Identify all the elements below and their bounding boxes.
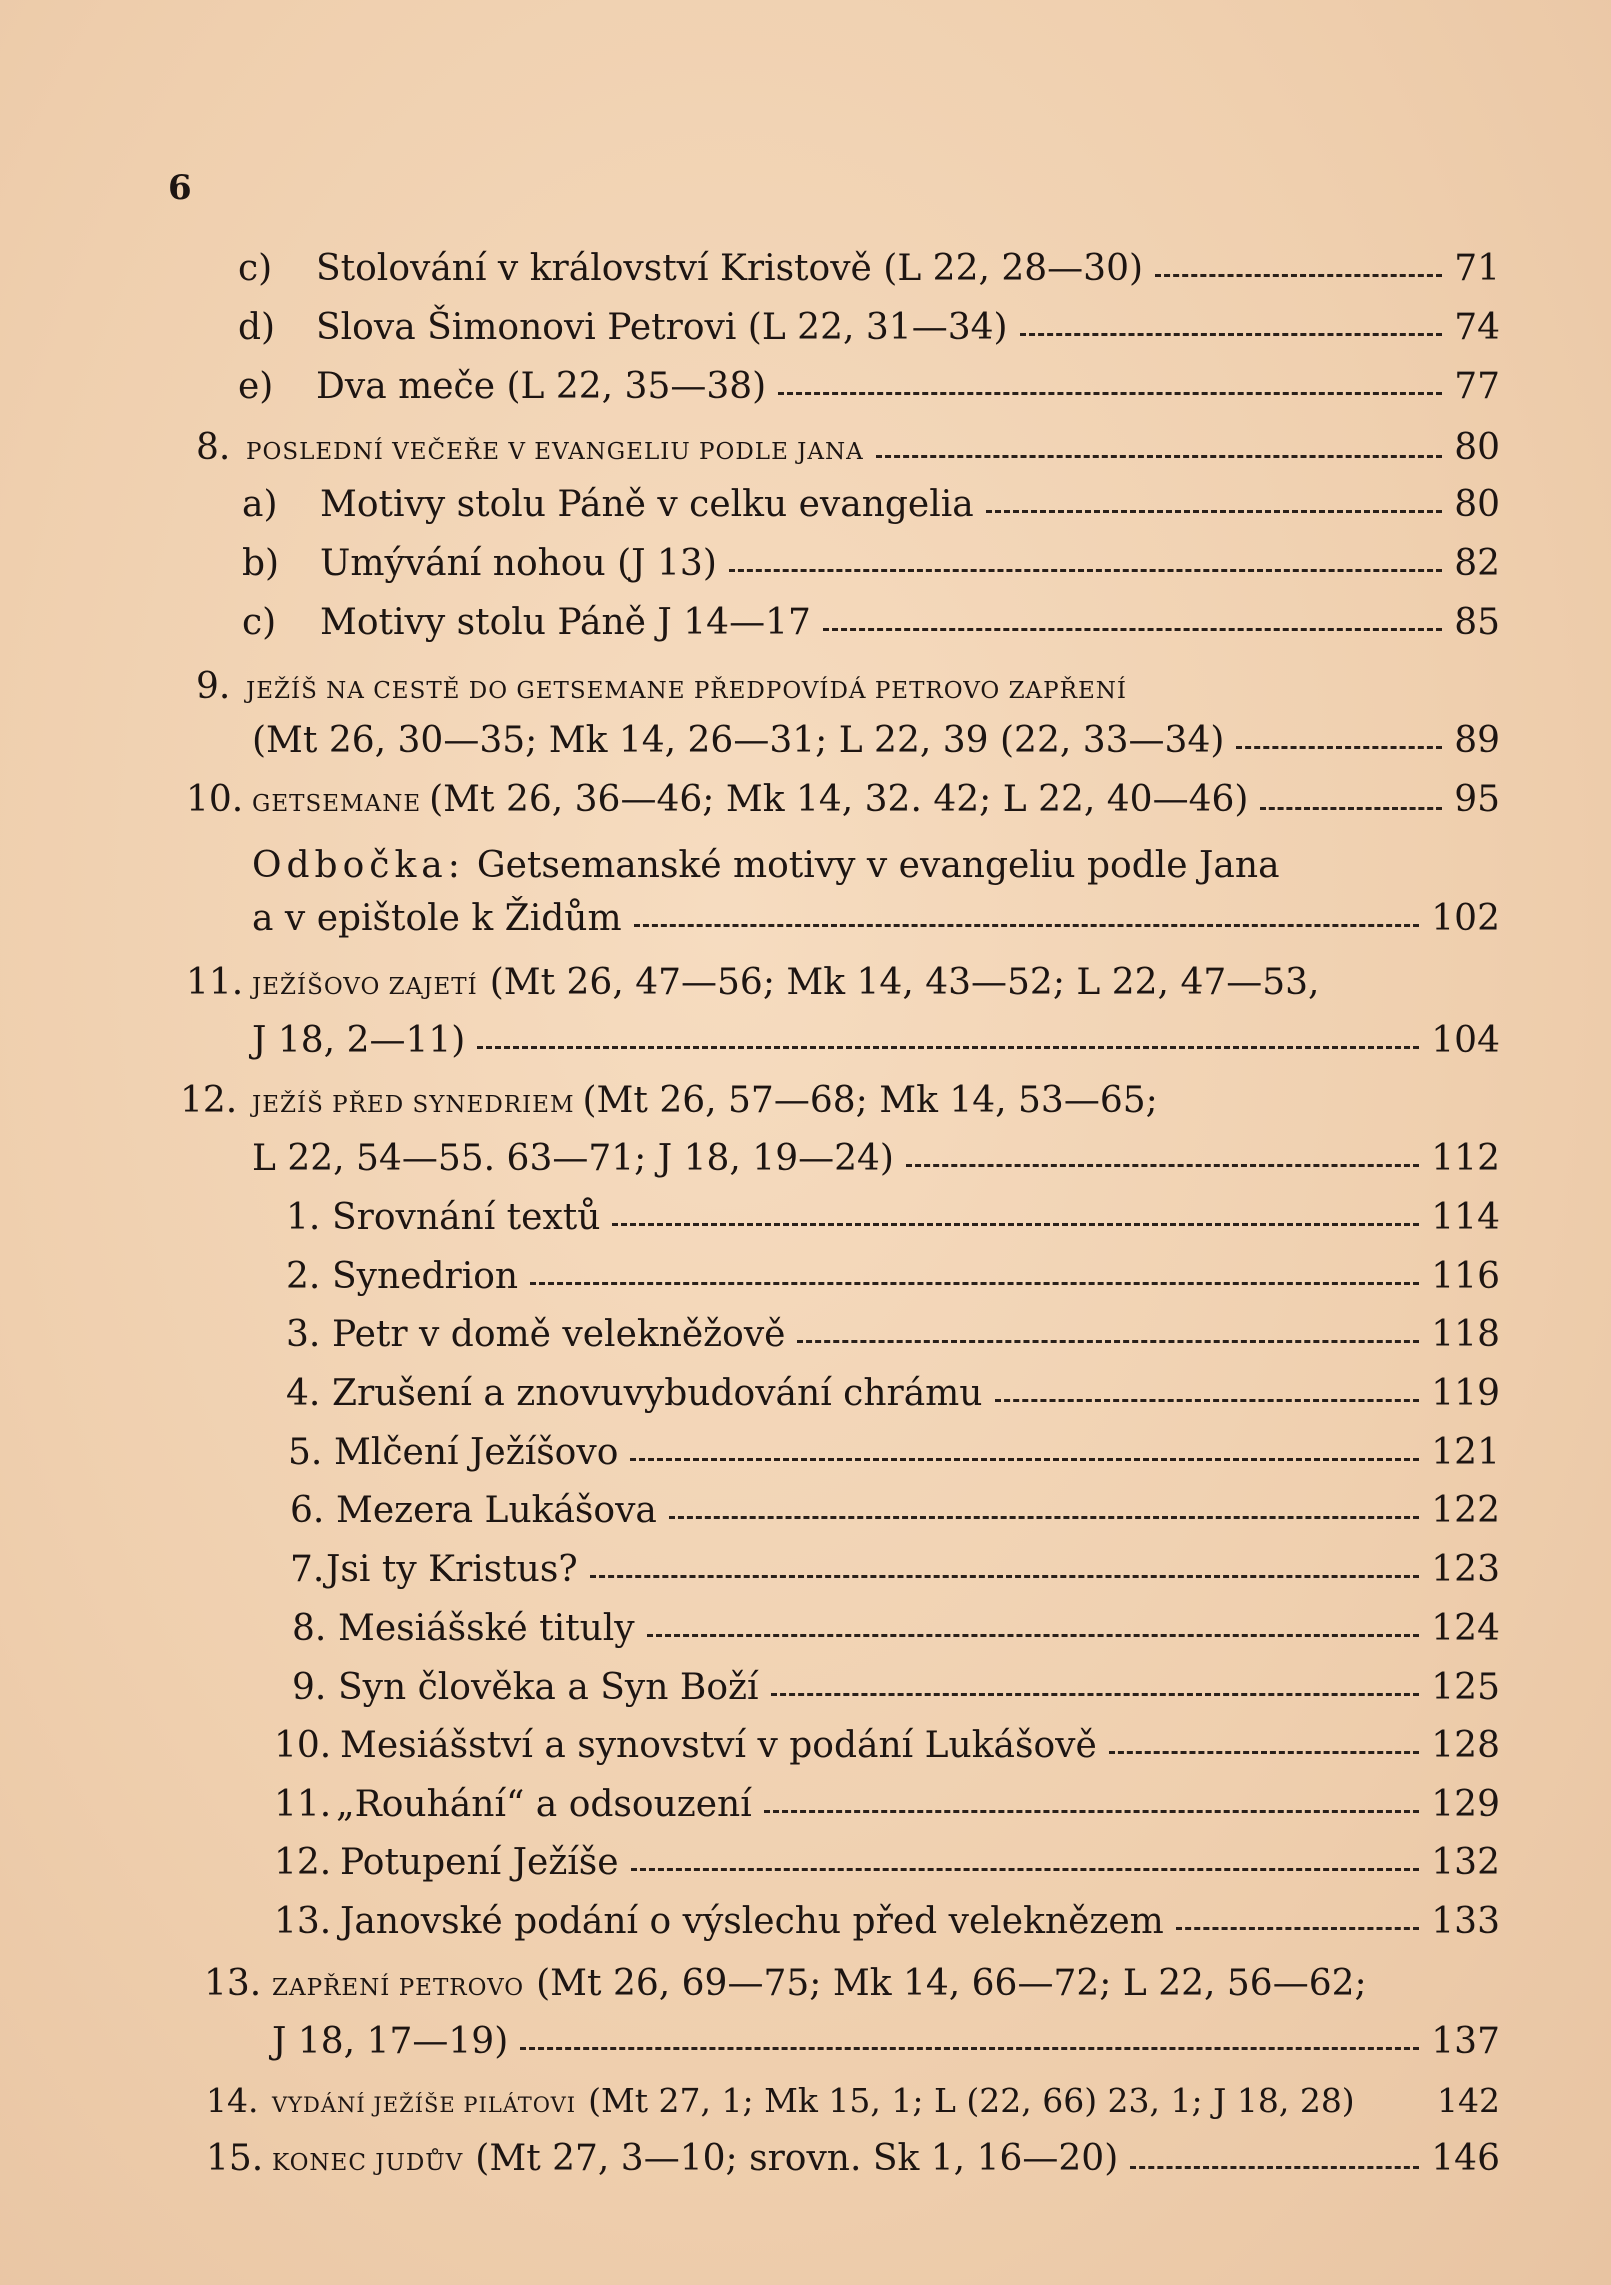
entry-number: 11. (186, 962, 244, 1003)
entry-references: (Mt 26, 36—46; Mk 14, 32. 42; L 22, 40—46) (429, 779, 1249, 820)
entry-page: 124 (1431, 1608, 1500, 1649)
entry-number: 14. (206, 2081, 259, 2120)
entry-title: KONEC JUDŮV (272, 2150, 464, 2176)
entry-page: 80 (1454, 484, 1500, 525)
toc-entry (196, 425, 1500, 475)
dot-leader (823, 628, 1442, 631)
toc-entry (186, 960, 1500, 1010)
entry-number: 7. (290, 1549, 325, 1590)
entry-number: 3. (286, 1314, 321, 1355)
dot-leader (1130, 2166, 1419, 2169)
dot-leader (530, 1282, 1419, 1285)
toc-entry (274, 1782, 1500, 1828)
entry-number: 2. (286, 1256, 321, 1297)
dot-leader (1236, 746, 1442, 749)
toc-entry (206, 2136, 1500, 2186)
entry-references: J 18, 2—11) (252, 1020, 466, 1061)
entry-title: Umývání nohou (J 13) (320, 543, 717, 584)
entry-page: 85 (1454, 602, 1500, 643)
entry-page: 80 (1454, 427, 1500, 468)
toc-entry (242, 541, 1500, 587)
entry-number: e) (238, 366, 274, 407)
entry-title: Zrušení a znovuvybudování chrámu (332, 1373, 983, 1414)
toc-entry (274, 1899, 1500, 1945)
entry-page: 129 (1431, 1784, 1500, 1825)
entry-page: 118 (1431, 1314, 1500, 1355)
dot-leader (634, 924, 1420, 927)
dot-leader (1020, 333, 1443, 336)
entry-page: 104 (1431, 1020, 1500, 1061)
entry-title: Motivy stolu Páně J 14—17 (320, 602, 811, 643)
entry-title: JEŽÍŠ NA CESTĚ DO GETSEMANE PŘEDPOVÍDÁ PETROVO ZAPŘENÍ (246, 678, 1127, 704)
toc-entry (186, 777, 1500, 827)
entry-title: „Rouhání“ a odsouzení (336, 1784, 752, 1825)
entry-title: VYDÁNÍ JEŽÍŠE PILÁTOVI (272, 2093, 577, 2117)
entry-page: 123 (1431, 1549, 1500, 1590)
dot-leader (876, 455, 1442, 458)
entry-number: d) (238, 307, 276, 348)
entry-page: 116 (1431, 1256, 1500, 1297)
entry-page: 114 (1431, 1197, 1500, 1238)
toc-entry (286, 1254, 1500, 1300)
dot-leader (669, 1516, 1419, 1519)
entry-number: c) (242, 602, 277, 643)
dot-leader (995, 1399, 1420, 1402)
dot-leader (1260, 807, 1442, 810)
entry-references: L 22, 54—55. 63—71; J 18, 19—24) (252, 1138, 894, 1179)
entry-title: Mlčení Ježíšovo (334, 1432, 619, 1473)
toc-entry (274, 1723, 1500, 1769)
entry-page: 128 (1431, 1725, 1500, 1766)
entry-references: (Mt 26, 47—56; Mk 14, 43—52; L 22, 47—53, (489, 962, 1320, 1003)
entry-title: Jsi ty Kristus? (326, 1549, 578, 1590)
entry-references: (Mt 27, 1; Mk 15, 1; L (22, 66) 23, 1; J 18, 28) (588, 2081, 1355, 2120)
dot-leader (771, 1693, 1420, 1696)
dot-leader (729, 569, 1442, 572)
toc-entry (238, 305, 1500, 351)
entry-number: 12. (180, 1080, 238, 1121)
toc-entry (292, 1606, 1500, 1652)
dot-leader (520, 2047, 1419, 2050)
toc-entry (292, 1665, 1500, 1711)
dot-leader (477, 1046, 1419, 1049)
toc-entry (180, 1078, 1500, 1128)
entry-number: 11. (274, 1784, 332, 1825)
entry-number: 10. (274, 1725, 332, 1766)
toc-entry (286, 1312, 1500, 1358)
entry-number: 8. (292, 1608, 327, 1649)
entry-title: Motivy stolu Páně v celku evangelia (320, 484, 974, 525)
entry-title: Potupení Ježíše (340, 1842, 619, 1883)
entry-title: Slova Šimonovi Petrovi (L 22, 31—34) (316, 307, 1008, 348)
toc-entry (286, 1371, 1500, 1417)
toc-entry (286, 1195, 1500, 1241)
entry-number: 1. (286, 1197, 321, 1238)
entry-title: Syn člověka a Syn Boží (338, 1667, 759, 1708)
toc-entry-continuation (272, 2019, 1500, 2065)
dot-leader (764, 1810, 1420, 1813)
dot-leader (630, 1458, 1419, 1461)
dot-leader (906, 1164, 1419, 1167)
toc-entry-continuation (252, 718, 1500, 764)
entry-page: 146 (1431, 2138, 1500, 2179)
entry-title: Janovské podání o výslechu před veleknězem (340, 1901, 1164, 1942)
entry-title: GETSEMANE (252, 791, 422, 817)
toc-entry (290, 1488, 1500, 1534)
toc-entry-continuation (252, 896, 1500, 942)
entry-references: (Mt 27, 3—10; srovn. Sk 1, 16—20) (475, 2138, 1119, 2179)
entry-number: 12. (274, 1842, 332, 1883)
page-number: 6 (168, 168, 192, 208)
entry-number: 9. (196, 666, 231, 707)
entry-page: 132 (1431, 1842, 1500, 1883)
entry-number: c) (238, 248, 273, 289)
entry-page: 82 (1454, 543, 1500, 584)
toc-entry-continuation (252, 1018, 1500, 1064)
entry-number: 9. (292, 1667, 327, 1708)
entry-title: Srovnání textů (332, 1197, 601, 1238)
entry-page: 122 (1431, 1490, 1500, 1531)
entry-number: a) (242, 484, 278, 525)
dot-leader (647, 1634, 1420, 1637)
entry-page: 77 (1454, 366, 1500, 407)
entry-page: 137 (1431, 2021, 1500, 2062)
dot-leader (631, 1868, 1420, 1871)
entry-title: ZAPŘENÍ PETROVO (272, 1975, 525, 2001)
toc-entry (206, 2078, 1500, 2128)
dot-leader (1176, 1927, 1420, 1930)
entry-number: 8. (196, 427, 231, 468)
entry-title: a v epištole k Židům (252, 898, 622, 939)
entry-title: Mesiášství a synovství v podání Lukášově (340, 1725, 1097, 1766)
entry-page: 74 (1454, 307, 1500, 348)
entry-number: 13. (274, 1901, 332, 1942)
entry-title: Dva meče (L 22, 35—38) (316, 366, 767, 407)
entry-page: 125 (1431, 1667, 1500, 1708)
entry-page: 89 (1454, 720, 1500, 761)
entry-references: (Mt 26, 30—35; Mk 14, 26—31; L 22, 39 (22, 33—34) (252, 720, 1225, 761)
dot-leader (590, 1575, 1420, 1578)
entry-number: 15. (206, 2138, 264, 2179)
toc-entry (288, 1430, 1500, 1476)
dot-leader (1155, 274, 1442, 277)
toc-entry (238, 246, 1500, 292)
entry-title: Synedrion (332, 1256, 519, 1297)
entry-number: 5. (288, 1432, 323, 1473)
entry-title: Stolování v království Kristově (L 22, 28—30) (316, 248, 1144, 289)
entry-number: 13. (204, 1963, 262, 2004)
entry-page: 121 (1431, 1432, 1500, 1473)
dot-leader (797, 1340, 1419, 1343)
entry-references: J 18, 17—19) (272, 2021, 509, 2062)
entry-number: 4. (286, 1373, 321, 1414)
dot-leader (1109, 1751, 1419, 1754)
entry-page: 119 (1431, 1373, 1500, 1414)
toc-entry (274, 1840, 1500, 1886)
entry-references: (Mt 26, 69—75; Mk 14, 66—72; L 22, 56—62; (536, 1963, 1367, 2004)
entry-title: Mesiášské tituly (338, 1608, 635, 1649)
entry-page: 95 (1454, 779, 1500, 820)
entry-title: POSLEDNÍ VEČEŘE V EVANGELIU PODLE JANA (246, 439, 864, 465)
entry-number: 6. (290, 1490, 325, 1531)
toc-entry-continuation (252, 1136, 1500, 1182)
dot-leader (778, 392, 1442, 395)
toc-entry (204, 1961, 1500, 2011)
toc-entry (290, 1547, 1500, 1593)
entry-references: (Mt 26, 57—68; Mk 14, 53—65; (582, 1080, 1158, 1121)
entry-title: Petr v domě velekněžově (332, 1314, 786, 1355)
entry-number: b) (242, 543, 280, 584)
dot-leader (986, 510, 1442, 513)
entry-number: 10. (186, 779, 244, 820)
entry-label: Odbočka: (252, 845, 465, 886)
entry-title: JEŽÍŠ PŘED SYNEDRIEM (252, 1092, 575, 1118)
entry-title: Mezera Lukášova (336, 1490, 657, 1531)
toc-entry (252, 843, 1500, 889)
entry-page: 102 (1431, 898, 1500, 939)
toc-entry (242, 482, 1500, 528)
toc-entry (196, 664, 1500, 714)
toc-entry (242, 600, 1500, 646)
entry-page: 112 (1431, 1138, 1500, 1179)
entry-page: 133 (1431, 1901, 1500, 1942)
entry-title: Getsemanské motivy v evangeliu podle Jana (476, 845, 1280, 886)
dot-leader (612, 1223, 1419, 1226)
entry-title: JEŽÍŠOVO ZAJETÍ (252, 974, 478, 1000)
entry-page: 142 (1437, 2081, 1500, 2120)
entry-page: 71 (1454, 248, 1500, 289)
toc-entry (238, 364, 1500, 410)
